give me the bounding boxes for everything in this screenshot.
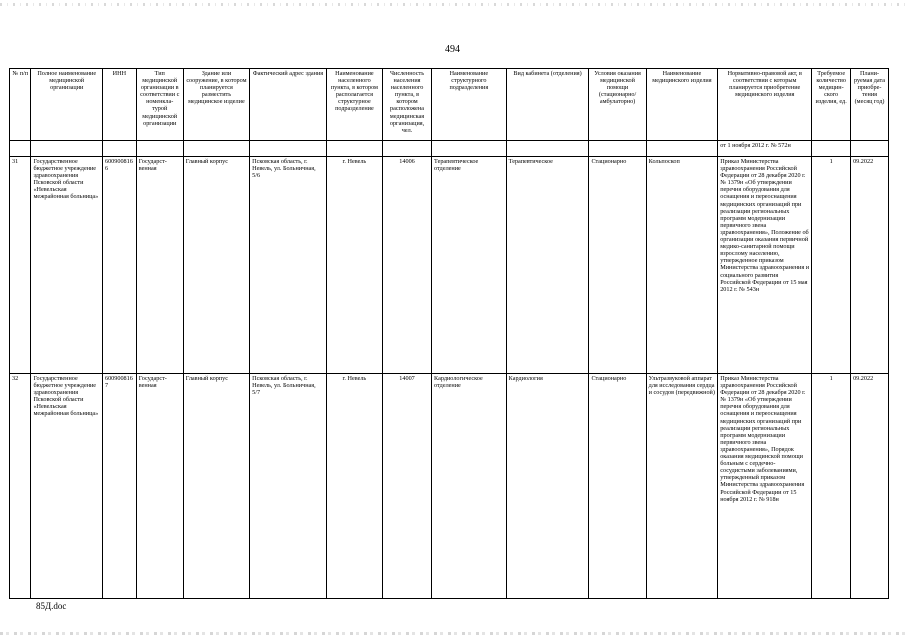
- cell-legal-act: Приказ Министерства здравоохранения Российской Федерации от 28 декабря 2020 г. № 1379н «Об утверждении перечня оборудования для оснащения и переоснащения медицинских организаций при реализации региональных программ модернизации первичного звена здравоохранения», Порядок оказания медицинской помощи больным с сердечно-сосудистыми заболеваниями, утвержденный приказом Министерства здравоохранения Российской Федерации от 15 ноября 2012 г. № 918н: [718, 374, 812, 599]
- header-type: Тип медицинской организации в соответствии с номенкла-турой медицинской организации: [136, 69, 183, 141]
- carryover-legal-act: от 1 ноября 2012 г. № 572н: [718, 141, 812, 157]
- cell-quantity: 1: [812, 374, 851, 599]
- cell-device: Ультразвуковой аппарат для исследования сердца и сосудов (передвижной): [646, 374, 718, 599]
- cell-unit: Терапевтическое отделение: [432, 157, 507, 374]
- header-address: Фактический адрес здания: [250, 69, 327, 141]
- cell-population: 14007: [383, 374, 432, 599]
- cell-num: 32: [10, 374, 31, 599]
- cell-legal-act: Приказ Министерства здравоохранения Российской Федерации от 28 декабря 2020 г. № 1379н «Об утверждении перечня оборудования для оснащения и переоснащения медицинских организаций при реализации региональных программ модернизации первичного звена здравоохранения», Положение об организации оказания первичной медико-санитарной помощи взрослому населению, утвержденное приказом Министерства здравоохранения и социального развития Российской Федерации от 15 мая 2012 г. № 543н: [718, 157, 812, 374]
- header-legal-act: Нормативно-правовой акт, в соответствии с которым планируется приобретение медицинского изделия: [718, 69, 812, 141]
- header-inn: ИНН: [102, 69, 136, 141]
- cell-inn: 6009008167: [102, 374, 136, 599]
- cell-cabinet: Терапевтическое: [506, 157, 589, 374]
- header-building: Здание или сооружение, в котором планируется разместить медицинское изделие: [183, 69, 249, 141]
- cell-org: Государственное бюджетное учреждение здравоохранения Псковской области «Невельская межрайонная больница»: [31, 374, 103, 599]
- header-locality: Наименование населенного пункта, в котором располагается структурное подразделение: [326, 69, 382, 141]
- header-date: Плани-руемая дата приобре-тения (месяц год): [851, 69, 889, 141]
- cell-device: Кольпоскоп: [646, 157, 718, 374]
- table-row: [10, 374, 889, 599]
- cell-type: Государст-венная: [136, 374, 183, 599]
- cell-inn: 6009008166: [102, 157, 136, 374]
- cell-num: 31: [10, 157, 31, 374]
- cell-locality: г. Невель: [326, 157, 382, 374]
- header-num: № п/п: [10, 69, 31, 141]
- cell-unit: Кардиологическое отделение: [432, 374, 507, 599]
- header-unit: Наименование структурного подразделения: [432, 69, 507, 141]
- equipment-table: [9, 68, 889, 599]
- header-cabinet: Вид кабинета (отделения): [506, 69, 589, 141]
- table-row: [10, 157, 889, 374]
- footer-filename: 85Д.doc: [36, 601, 67, 611]
- cell-conditions: Стационарно: [589, 157, 646, 374]
- cell-conditions: Стационарно: [589, 374, 646, 599]
- scan-noise-bottom: [0, 632, 905, 635]
- table-header-row: [10, 69, 889, 141]
- cell-type: Государст-венная: [136, 157, 183, 374]
- cell-building: Главный корпус: [183, 374, 249, 599]
- cell-date: 09.2022: [851, 157, 889, 374]
- page-number: 494: [445, 44, 460, 55]
- header-device: Наименование медицинского изделия: [646, 69, 718, 141]
- cell-date: 09.2022: [851, 374, 889, 599]
- cell-quantity: 1: [812, 157, 851, 374]
- header-quantity: Требуемое количество медицин-ского изделия, ед.: [812, 69, 851, 141]
- cell-org: Государственное бюджетное учреждение здравоохранения Псковской области «Невельская межрайонная больница»: [31, 157, 103, 374]
- scan-noise-top: [0, 3, 905, 6]
- header-org: Полное наименование медицинской организации: [31, 69, 103, 141]
- cell-building: Главный корпус: [183, 157, 249, 374]
- cell-address: Псковская область, г. Невель, ул. Больничная, 5/7: [250, 374, 327, 599]
- cell-cabinet: Кардиология: [506, 374, 589, 599]
- cell-locality: г. Невель: [326, 374, 382, 599]
- header-population: Численность населения населенного пункта, в котором расположена медицинская организация, чел.: [383, 69, 432, 141]
- table-row-carryover: [10, 141, 889, 157]
- cell-population: 14006: [383, 157, 432, 374]
- cell-address: Псковская область, г. Невель, ул. Больничная, 5/6: [250, 157, 327, 374]
- header-conditions: Условия оказания медицинской помощи (стационарно/ амбулаторно): [589, 69, 646, 141]
